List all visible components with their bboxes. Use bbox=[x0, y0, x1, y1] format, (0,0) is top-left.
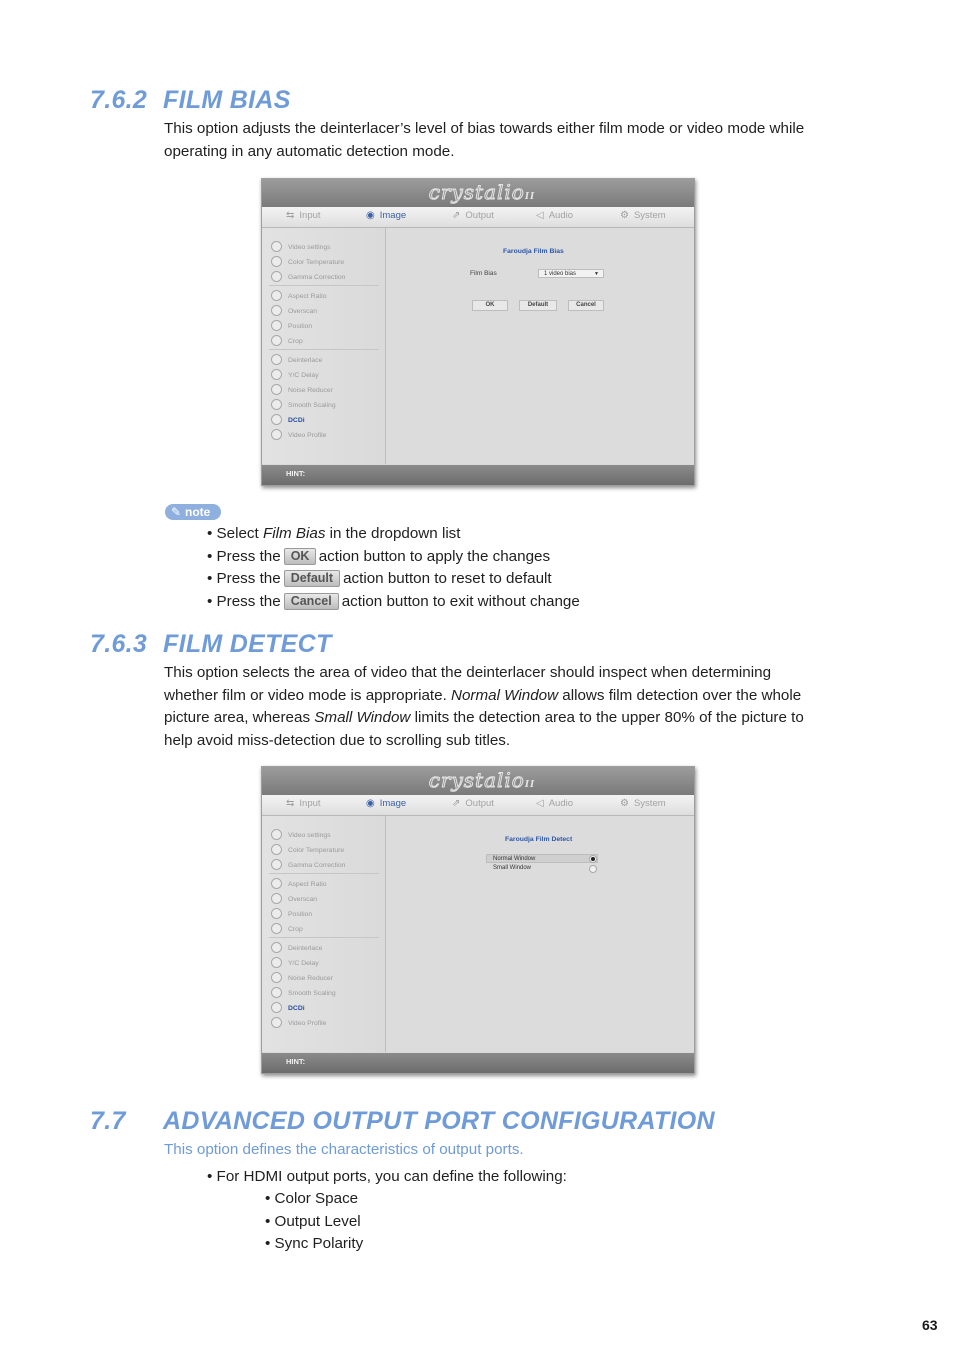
tab-bar bbox=[262, 207, 694, 228]
menu-item-dcdi[interactable]: DCDi bbox=[271, 414, 305, 425]
menu-item-smooth-scaling[interactable]: Smooth Scaling bbox=[271, 399, 336, 410]
note-bullet: • Press the Cancel action button to exit without change bbox=[207, 593, 580, 610]
menu-item-video-settings[interactable]: Video settings bbox=[271, 241, 331, 252]
menu-item-video-profile[interactable]: Video Profile bbox=[271, 429, 326, 440]
advanced-output-intro: This option defines the characteristics of output ports. bbox=[164, 1141, 524, 1158]
default-button-image: Default bbox=[284, 570, 340, 587]
tab-system[interactable]: ⚙ System bbox=[620, 210, 666, 221]
section-title: FILM BIAS bbox=[163, 86, 291, 114]
menu-item-overscan[interactable]: Overscan bbox=[271, 893, 317, 904]
app-header bbox=[262, 179, 694, 207]
film-detect-paragraph: This option selects the area of video that the deinterlacer should inspect when determining whether film or video mode is appropriate. Normal Window allows film detection over the whole picture area, whereas Small Window limits the detection area to the upper 80% of the picture to help avoid miss-detection due to scrolling sub titles. bbox=[164, 664, 804, 750]
eye-icon: ◉ bbox=[366, 210, 375, 221]
menu-item-position[interactable]: Position bbox=[271, 320, 312, 331]
speaker-icon: ◁ bbox=[536, 210, 544, 221]
radio-normal-window[interactable] bbox=[589, 855, 597, 863]
section-heading-film-detect bbox=[90, 630, 332, 659]
hdmi-bullet: • For HDMI output ports, you can define the following: bbox=[207, 1168, 567, 1185]
section-number: 7.7 bbox=[90, 1107, 126, 1135]
tab-audio[interactable]: ◁ Audio bbox=[536, 210, 574, 221]
note-bullet: • Press the Default action button to reset to default bbox=[207, 570, 552, 587]
menu-item-yc-delay[interactable]: Y/C Delay bbox=[271, 957, 319, 968]
crystalio-logo: crystalioII bbox=[428, 768, 536, 792]
sub-bullet-output-level: • Output Level bbox=[265, 1213, 361, 1230]
chevron-down-icon: ▼ bbox=[594, 271, 599, 277]
menu-item-deinterlace[interactable]: Deinterlace bbox=[271, 354, 322, 365]
note-bullet: • Select Film Bias in the dropdown list bbox=[207, 525, 461, 542]
menu-item-color-temperature[interactable]: Color Temperature bbox=[271, 256, 344, 267]
menu-item-yc-delay[interactable]: Y/C Delay bbox=[271, 369, 319, 380]
sub-bullet-sync-polarity: • Sync Polarity bbox=[265, 1235, 364, 1252]
note-bullet: • Press the OK action button to apply the changes bbox=[207, 548, 551, 565]
hint-bar: HINT: bbox=[262, 465, 694, 485]
menu-item-gamma-correction[interactable]: Gamma Correction bbox=[271, 271, 345, 282]
menu-item-noise-reducer[interactable]: Noise Reducer bbox=[271, 384, 333, 395]
paragraph-line: This option adjusts the deinterlacer’s level of bias towards either film mode or video mode while bbox=[164, 120, 805, 137]
page-number: 63 bbox=[922, 1317, 938, 1333]
tab-input[interactable]: ⇆ Input bbox=[286, 798, 321, 809]
output-icon: ⇗ bbox=[452, 798, 461, 809]
menu-item-overscan[interactable]: Overscan bbox=[271, 305, 317, 316]
menu-item-gamma-correction[interactable]: Gamma Correction bbox=[271, 859, 345, 870]
menu-item-dcdi[interactable]: DCDi bbox=[271, 1002, 305, 1013]
tab-image[interactable]: ◉ Image bbox=[366, 210, 407, 221]
tab-input[interactable]: ⇆ Input bbox=[286, 210, 321, 221]
tab-image[interactable]: ◉ Image bbox=[366, 798, 407, 809]
panel-title: Faroudja Film Detect bbox=[505, 836, 573, 843]
section-heading-film-bias bbox=[90, 86, 291, 115]
section-number: 7.6.3 bbox=[90, 630, 148, 658]
cancel-button-image: Cancel bbox=[284, 593, 339, 610]
menu-item-aspect-ratio[interactable]: Aspect Ratio bbox=[271, 290, 327, 301]
radio-small-window[interactable] bbox=[589, 865, 597, 873]
tab-output[interactable]: ⇗ Output bbox=[452, 210, 494, 221]
menu-item-crop[interactable]: Crop bbox=[271, 923, 303, 934]
ok-button[interactable]: OK bbox=[472, 300, 508, 311]
sidebar-menu bbox=[262, 228, 386, 464]
app-header bbox=[262, 767, 694, 795]
film-detect-screenshot bbox=[261, 766, 695, 1074]
sidebar-menu bbox=[262, 816, 386, 1052]
sub-bullet-color-space: • Color Space bbox=[265, 1190, 359, 1207]
gear-icon: ⚙ bbox=[620, 798, 629, 809]
menu-item-position[interactable]: Position bbox=[271, 908, 312, 919]
input-icon: ⇆ bbox=[286, 210, 295, 221]
section-heading-advanced-output bbox=[90, 1107, 715, 1136]
paragraph-line: operating in any automatic detection mode. bbox=[164, 142, 455, 160]
film-bias-select[interactable]: 1 video bias ▼ bbox=[538, 269, 604, 278]
menu-item-video-profile[interactable]: Video Profile bbox=[271, 1017, 326, 1028]
menu-item-smooth-scaling[interactable]: Smooth Scaling bbox=[271, 987, 336, 998]
menu-item-aspect-ratio[interactable]: Aspect Ratio bbox=[271, 878, 327, 889]
cancel-button[interactable]: Cancel bbox=[568, 300, 604, 311]
menu-item-deinterlace[interactable]: Deinterlace bbox=[271, 942, 322, 953]
content-panel bbox=[386, 816, 694, 1052]
section-title: ADVANCED OUTPUT PORT CONFIGURATION bbox=[163, 1107, 715, 1135]
gear-icon: ⚙ bbox=[620, 210, 629, 221]
pencil-icon: ✎ bbox=[171, 505, 182, 519]
option-small-window[interactable]: Small Window bbox=[493, 865, 532, 871]
tab-output[interactable]: ⇗ Output bbox=[452, 798, 494, 809]
option-normal-window[interactable]: Normal Window bbox=[486, 854, 598, 863]
film-bias-intro bbox=[164, 118, 864, 163]
speaker-icon: ◁ bbox=[536, 798, 544, 809]
section-title: FILM DETECT bbox=[163, 630, 332, 658]
field-label: Film Bias bbox=[470, 270, 497, 277]
default-button[interactable]: Default bbox=[519, 300, 557, 311]
tab-system[interactable]: ⚙ System bbox=[620, 798, 666, 809]
menu-item-video-settings[interactable]: Video settings bbox=[271, 829, 331, 840]
film-bias-screenshot bbox=[261, 178, 695, 486]
section-number: 7.6.2 bbox=[90, 86, 148, 114]
tab-audio[interactable]: ◁ Audio bbox=[536, 798, 574, 809]
menu-item-noise-reducer[interactable]: Noise Reducer bbox=[271, 972, 333, 983]
ok-button-image: OK bbox=[284, 548, 316, 565]
note-badge: ✎ note bbox=[165, 504, 221, 520]
menu-item-crop[interactable]: Crop bbox=[271, 335, 303, 346]
eye-icon: ◉ bbox=[366, 798, 375, 809]
panel-title: Faroudja Film Bias bbox=[503, 248, 564, 255]
crystalio-logo: crystalioII bbox=[428, 180, 536, 204]
content-panel bbox=[386, 228, 694, 464]
output-icon: ⇗ bbox=[452, 210, 461, 221]
menu-item-color-temperature[interactable]: Color Temperature bbox=[271, 844, 344, 855]
input-icon: ⇆ bbox=[286, 798, 295, 809]
hint-bar: HINT: bbox=[262, 1053, 694, 1073]
tab-bar bbox=[262, 795, 694, 816]
